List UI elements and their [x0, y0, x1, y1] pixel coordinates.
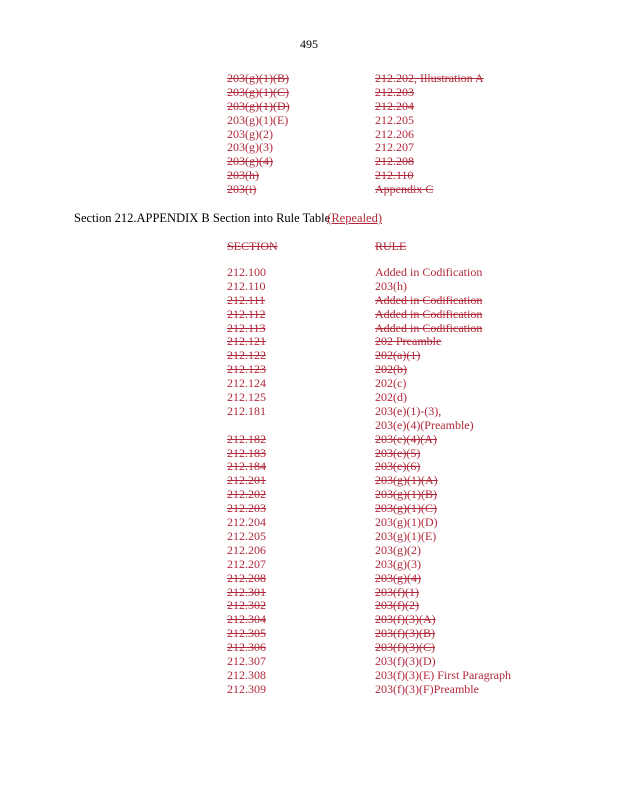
- table-row: [227, 516, 547, 530]
- rule-cell: [375, 530, 436, 544]
- rule-cell: [375, 474, 438, 488]
- section-cell: 212.305: [227, 626, 266, 641]
- rule-text: Added in Codification: [375, 265, 483, 279]
- section-cell: 212.123: [227, 362, 266, 377]
- table-row: [227, 169, 547, 183]
- rule-cell: [375, 613, 436, 627]
- rule-cell: [375, 183, 433, 197]
- section-cell: 203(g)(2): [227, 126, 273, 141]
- table-row: [227, 530, 547, 544]
- heading-text: Section 212.APPENDIX B Section into Rule Table: [74, 211, 331, 225]
- section-cell: 212.306: [227, 640, 266, 655]
- rule-text: 202(b): [375, 362, 407, 377]
- table-row: [227, 447, 547, 461]
- rule-cell: [375, 280, 407, 294]
- section-cell: 212.205: [227, 528, 266, 543]
- rule-text: 203(f)(3)(A): [375, 612, 436, 627]
- table-row: [227, 363, 547, 377]
- section-cell: 212.125: [227, 390, 266, 405]
- table-row: [227, 141, 547, 155]
- column-headers: [227, 239, 547, 253]
- section-cell: 212.110: [227, 278, 266, 293]
- section-cell: 212.202: [227, 487, 266, 502]
- rule-cell: [375, 599, 419, 613]
- rule-cell: [375, 572, 421, 586]
- rule-cell: [375, 460, 420, 474]
- rule-cell: [375, 683, 479, 697]
- rule-cell: [375, 308, 482, 322]
- section-cell: 212.208: [227, 570, 266, 585]
- section-cell: 212.301: [227, 584, 266, 599]
- rule-text: 203(h): [375, 278, 407, 293]
- rule-cell: [375, 266, 482, 280]
- table-row: [227, 100, 547, 114]
- section-cell: 212.124: [227, 376, 266, 391]
- rule-cell: [375, 141, 414, 155]
- rule-text: 203(f)(3)(E) First Paragraph: [375, 667, 511, 682]
- section-cell: 212.207: [227, 556, 266, 571]
- rule-text: 203(e)(1)-(3),: [375, 403, 442, 418]
- section-cell: 203(g)(3): [227, 140, 273, 155]
- rule-cell: [375, 169, 414, 183]
- appendix-heading: [74, 211, 382, 226]
- table-row: [227, 280, 547, 294]
- section-cell: 212.307: [227, 653, 266, 668]
- rule-text: 203(f)(3)(B): [375, 626, 435, 641]
- table-row: [227, 308, 547, 322]
- rule-text: 212.206: [375, 126, 414, 141]
- table-row: [227, 183, 547, 197]
- rule-cell: [375, 669, 511, 683]
- rule-text: 203(f)(1): [375, 584, 419, 599]
- rule-cell: [375, 627, 435, 641]
- section-cell: 212.308: [227, 667, 266, 682]
- section-cell: 212.100: [227, 265, 266, 279]
- section-cell: 212.206: [227, 542, 266, 557]
- rule-cell: [375, 349, 420, 363]
- table-row: [227, 349, 547, 363]
- table-row: [227, 155, 547, 169]
- rule-cell: [375, 641, 435, 655]
- section-cell: 203(g)(4): [227, 154, 273, 169]
- section-rule-table: [227, 266, 547, 697]
- section-cell: 212.111: [227, 292, 266, 307]
- table-row: [227, 322, 547, 336]
- rule-cell: [375, 558, 421, 572]
- rule-cell: [375, 100, 414, 114]
- table-row: [227, 266, 547, 280]
- section-cell: 212.183: [227, 445, 266, 460]
- rule-cell: [375, 294, 482, 308]
- section-cell: 212.121: [227, 334, 266, 349]
- rule-cell: [375, 377, 406, 391]
- table-row: [227, 488, 547, 502]
- rule-cell: [375, 86, 414, 100]
- rule-cell: [375, 433, 437, 447]
- carryover-table: [227, 72, 547, 197]
- rule-cell: [375, 488, 437, 502]
- table-row: [227, 433, 547, 447]
- rule-text: 203(g)(4): [375, 570, 421, 585]
- section-cell: 203(g)(1)(E): [227, 112, 289, 127]
- rule-text: 203(g)(1)(D): [375, 515, 438, 530]
- rule-cell: [375, 502, 437, 516]
- rule-text: Appendix C: [375, 182, 434, 197]
- section-cell: 203(g)(1)(C): [227, 84, 289, 99]
- rule-text: 212.203: [375, 84, 414, 99]
- section-cell: 212.113: [227, 320, 266, 335]
- table-row: [227, 128, 547, 142]
- table-row: [227, 641, 547, 655]
- page-number: 495: [300, 37, 318, 51]
- table-row: [227, 460, 547, 474]
- rule-text: 202 Preamble: [375, 334, 442, 349]
- section-cell: 212.184: [227, 459, 266, 474]
- section-cell: 212.182: [227, 431, 266, 446]
- rule-text: Added in Codification: [375, 292, 483, 307]
- section-cell: 212.201: [227, 473, 266, 488]
- table-row: [227, 558, 547, 572]
- section-column-header: SECTION: [227, 239, 278, 253]
- rule-cell: [375, 335, 441, 349]
- rule-text: 203(f)(3)(F)Preamble: [375, 681, 479, 696]
- table-row: [227, 502, 547, 516]
- rule-text: 203(e)(6): [375, 459, 421, 474]
- section-cell: 212.204: [227, 515, 266, 530]
- rule-cell: [375, 128, 414, 142]
- section-cell: 212.112: [227, 306, 266, 321]
- section-cell: 212.309: [227, 681, 266, 696]
- table-row: [227, 613, 547, 627]
- rule-text: 203(g)(3): [375, 556, 421, 571]
- table-row: [227, 377, 547, 391]
- rule-cell: [375, 655, 436, 669]
- section-cell: 212.181: [227, 403, 266, 418]
- table-row: [227, 627, 547, 641]
- section-cell: 203(h): [227, 168, 259, 183]
- table-row: [227, 586, 547, 600]
- rule-text: 202(a)(1): [375, 348, 421, 363]
- table-row: [227, 405, 547, 433]
- rule-text: 203(e)(5): [375, 445, 421, 460]
- rule-text: 203(g)(1)(C): [375, 501, 437, 516]
- section-cell: 203(g)(1)(D): [227, 98, 290, 113]
- rule-cell: [375, 391, 407, 405]
- rule-text: Added in Codification: [375, 306, 483, 321]
- rule-text-continued: 203(e)(4)(Preamble): [375, 417, 474, 432]
- rule-text: 202(c): [375, 376, 407, 391]
- rule-text: 212.208: [375, 154, 414, 169]
- table-row: [227, 72, 547, 86]
- rule-cell: [375, 363, 407, 377]
- rule-text: 203(f)(3)(C): [375, 640, 435, 655]
- section-cell: 212.203: [227, 501, 266, 516]
- table-row: [227, 669, 547, 683]
- rule-text: 203(g)(1)(E): [375, 528, 437, 543]
- rule-cell: [375, 516, 438, 530]
- rule-text: 203(g)(1)(A): [375, 473, 438, 488]
- rule-text: 212.204: [375, 98, 414, 113]
- section-cell: 203(g)(1)(B): [227, 71, 289, 85]
- rule-text: 203(f)(2): [375, 598, 419, 613]
- rule-column-header: RULE: [375, 239, 407, 253]
- section-cell: 212.302: [227, 598, 266, 613]
- table-row: [227, 599, 547, 613]
- rule-text: 203(e)(4)(A): [375, 431, 437, 446]
- rule-text: 212.110: [375, 168, 414, 183]
- table-row: [227, 391, 547, 405]
- rule-text: 212.207: [375, 140, 414, 155]
- rule-text: 212.202, Illustration A: [375, 71, 484, 85]
- rule-text: 202(d): [375, 390, 407, 405]
- rule-text: 203(g)(2): [375, 542, 421, 557]
- rule-text: 212.205: [375, 112, 414, 127]
- rule-text: Added in Codification: [375, 320, 483, 335]
- table-row: [227, 294, 547, 308]
- section-cell: 203(i): [227, 182, 257, 197]
- rule-cell: [375, 322, 482, 336]
- rule-text: 203(g)(1)(B): [375, 487, 437, 502]
- table-row: [227, 114, 547, 128]
- table-row: [227, 683, 547, 697]
- rule-text: 203(f)(3)(D): [375, 653, 436, 668]
- rule-cell: [375, 447, 420, 461]
- table-row: [227, 655, 547, 669]
- rule-cell: [375, 405, 474, 433]
- section-cell: 212.122: [227, 348, 266, 363]
- section-cell: 212.304: [227, 612, 266, 627]
- rule-cell: [375, 114, 414, 128]
- repealed-label: (Repealed): [327, 211, 382, 225]
- table-row: [227, 544, 547, 558]
- rule-cell: [375, 72, 484, 86]
- rule-cell: [375, 155, 414, 169]
- rule-cell: [375, 544, 421, 558]
- rule-cell: [375, 586, 419, 600]
- table-row: [227, 335, 547, 349]
- table-row: [227, 572, 547, 586]
- table-row: [227, 474, 547, 488]
- table-row: [227, 86, 547, 100]
